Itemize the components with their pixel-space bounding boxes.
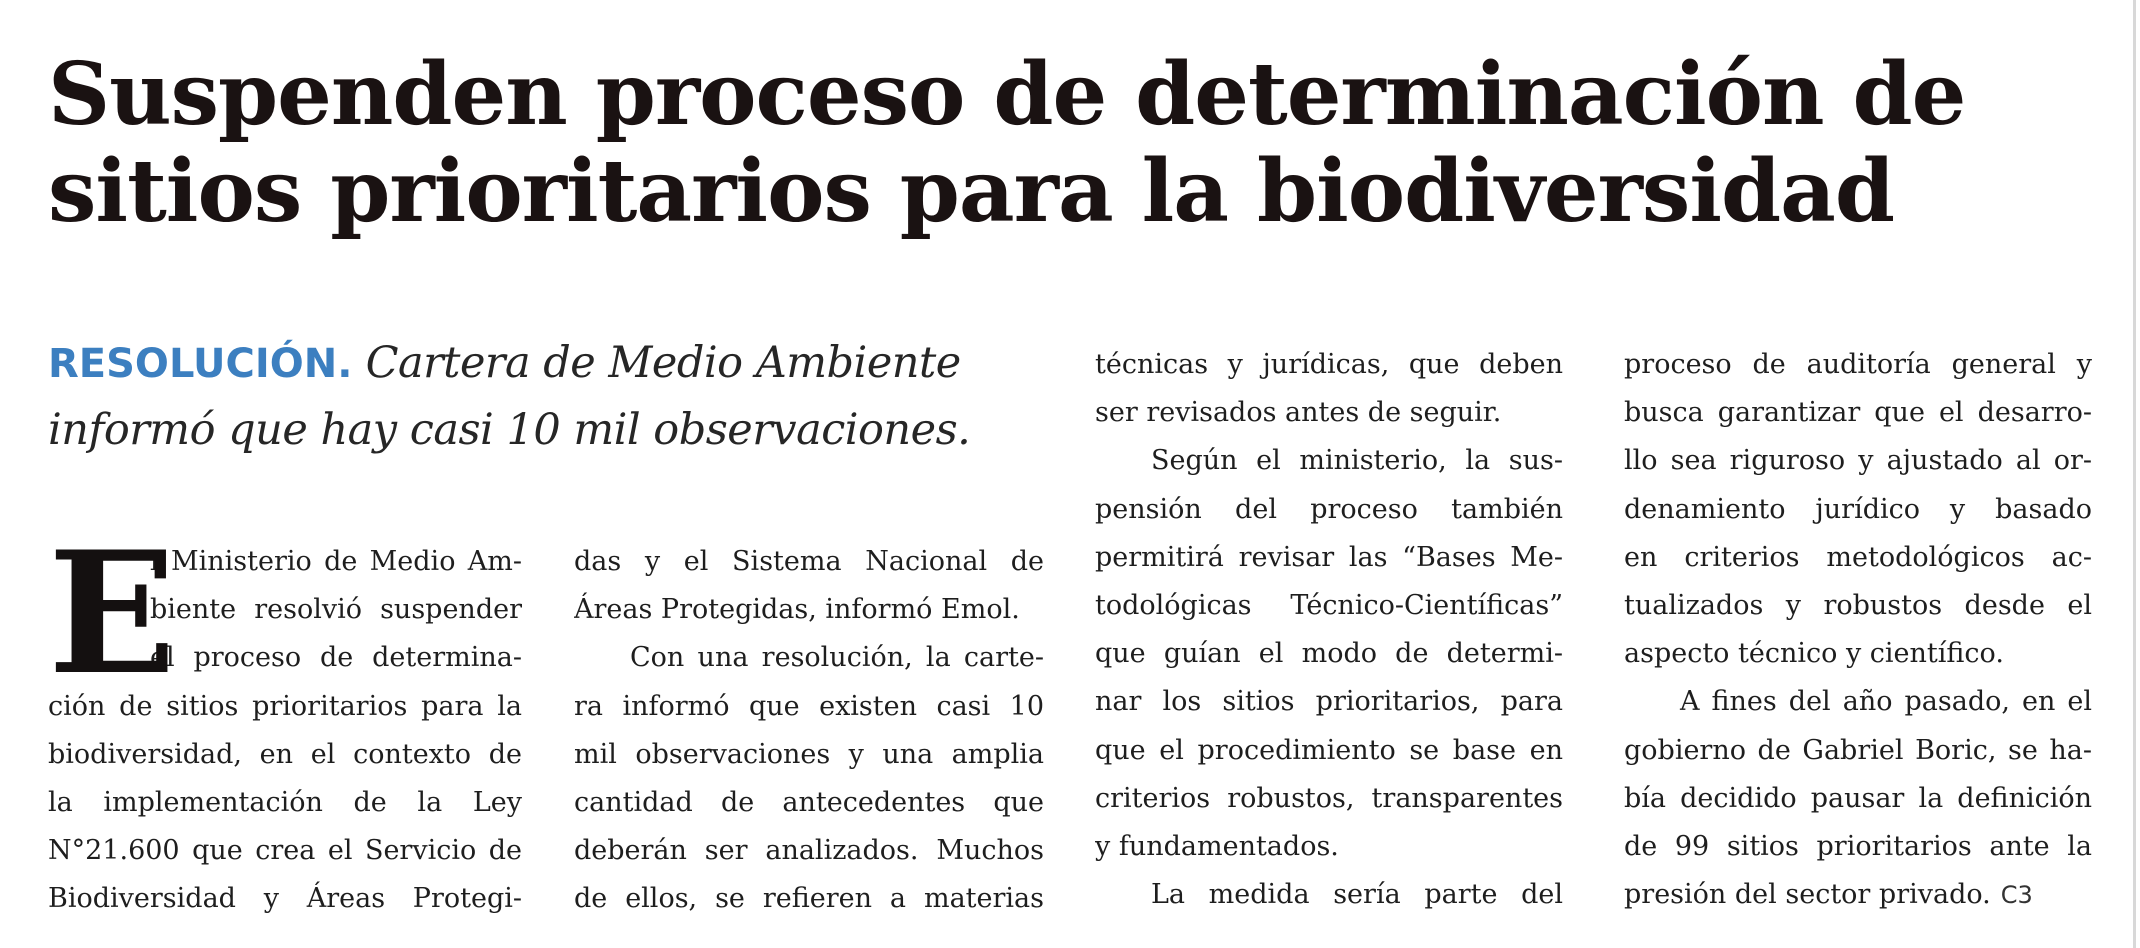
page-edge-rule xyxy=(2133,0,2136,948)
body-line: criterios robustos, transparentes xyxy=(1095,782,1563,814)
body-line: tualizados y robustos desde el xyxy=(1624,589,2092,621)
deck-line-2: informó que hay casi 10 mil observaciones. xyxy=(48,405,971,455)
body-line: de ellos, se refieren a materias xyxy=(574,883,1044,915)
body-line: bía decidido pausar la definición xyxy=(1624,782,2092,814)
body-line: Áreas Protegidas, informó Emol. xyxy=(574,594,1020,626)
body-line: biente resolvió suspender xyxy=(150,594,522,626)
body-line: biodiversidad, en el contexto de xyxy=(48,738,522,770)
body-line: el proceso de determina- xyxy=(150,642,522,674)
body-line: gobierno de Gabriel Boric, se ha- xyxy=(1624,734,2092,766)
body-line: ción de sitios prioritarios para la xyxy=(48,690,522,722)
body-line: de 99 sitios prioritarios ante la xyxy=(1624,830,2092,862)
body-line: busca garantizar que el desarro- xyxy=(1624,397,2092,429)
body-line: deberán ser analizados. Muchos xyxy=(574,835,1044,867)
body-line: das y el Sistema Nacional de xyxy=(574,546,1044,577)
body-line: ra informó que existen casi 10 xyxy=(574,690,1044,722)
body-column-1 xyxy=(48,514,522,924)
drop-cap: E xyxy=(48,514,177,712)
body-line: y fundamentados. xyxy=(1095,830,1339,862)
headline-line-2: sitios prioritarios para la biodiversidad xyxy=(48,141,1895,242)
body-line: La medida sería parte del xyxy=(1151,879,1563,911)
headline-line-1: Suspenden proceso de determinación de xyxy=(48,44,1966,145)
body-line: l Ministerio de Medio Am- xyxy=(150,546,522,577)
body-line: Con una resolución, la carte- xyxy=(630,642,1044,674)
body-line: la implementación de la Ley xyxy=(48,786,522,818)
deck-line-1 xyxy=(48,330,1058,397)
body-line: denamiento jurídico y basado xyxy=(1624,493,2092,525)
body-line: Biodiversidad y Áreas Protegi- xyxy=(48,883,522,915)
body-line: que el procedimiento se base en xyxy=(1095,734,1563,766)
body-line-final-text: presión del sector privado. xyxy=(1624,879,1991,911)
deck-kicker: RESOLUCIÓN. xyxy=(48,341,353,387)
body-line: aspecto técnico y científico. xyxy=(1624,638,2004,670)
deck-text-1: Cartera de Medio Ambiente xyxy=(352,338,961,388)
end-mark-icon: C3 xyxy=(2000,881,2033,910)
body-line: N°21.600 que crea el Servicio de xyxy=(48,835,522,867)
body-line: técnicas y jurídicas, que deben xyxy=(1095,349,1563,380)
body-line: proceso de auditoría general y xyxy=(1624,349,2092,380)
body-line: en criterios metodológicos ac- xyxy=(1624,541,2092,573)
body-column-3 xyxy=(1095,341,1563,919)
body-line: permitirá revisar las “Bases Me- xyxy=(1095,541,1563,573)
body-column-2 xyxy=(574,538,1044,924)
deck xyxy=(48,330,1058,463)
body-line: todológicas Técnico-Científicas” xyxy=(1095,589,1563,621)
body-line: ser revisados antes de seguir. xyxy=(1095,397,1502,429)
body-line: A fines del año pasado, en el xyxy=(1680,686,2092,718)
body-line: cantidad de antecedentes que xyxy=(574,786,1044,818)
body-line-final xyxy=(1624,871,2092,919)
body-column-4 xyxy=(1624,341,2092,919)
body-line: que guían el modo de determi- xyxy=(1095,638,1563,670)
body-line: Según el ministerio, la sus- xyxy=(1151,445,1563,477)
body-line: pensión del proceso también xyxy=(1095,493,1563,525)
headline xyxy=(48,46,2108,240)
body-line: llo sea riguroso y ajustado al or- xyxy=(1624,445,2092,477)
body-line: mil observaciones y una amplia xyxy=(574,738,1044,770)
body-line: nar los sitios prioritarios, para xyxy=(1095,686,1563,718)
